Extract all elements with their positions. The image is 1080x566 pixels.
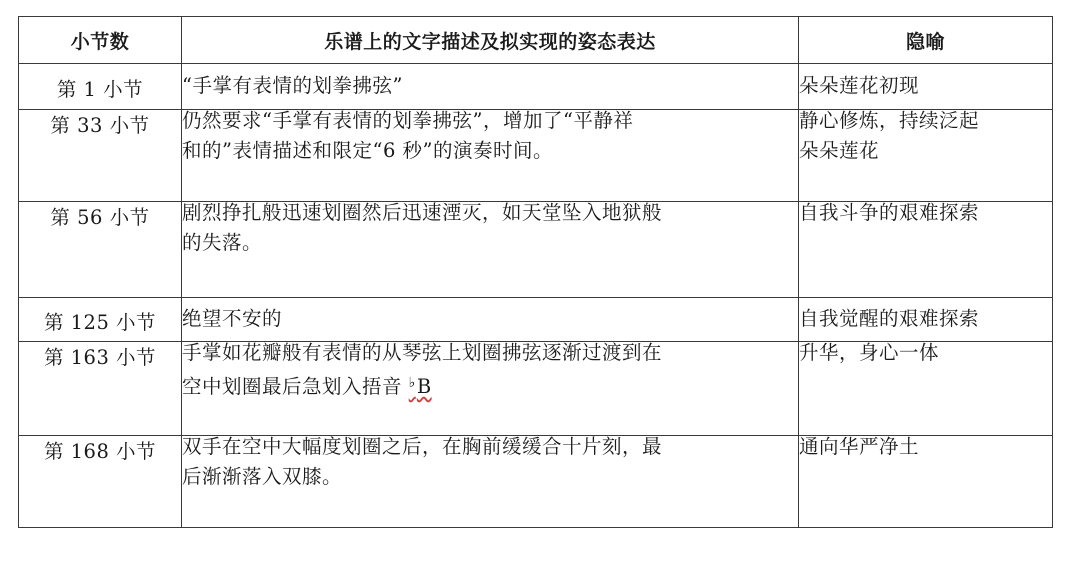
description-line: 后渐渐落入双膝。	[182, 465, 343, 488]
measure-cell: 第 168 小节	[19, 436, 182, 528]
header-description: 乐谱上的文字描述及拟实现的姿态表达	[182, 17, 799, 64]
metaphor-cell	[799, 110, 1053, 202]
header-metaphor: 隐喻	[799, 17, 1053, 64]
table-row	[19, 436, 1053, 528]
description-cell	[182, 436, 799, 528]
description-line: 的失落。	[182, 231, 263, 254]
measure-cell: 第 56 小节	[19, 202, 182, 298]
metaphor-line: 朵朵莲花初现	[799, 74, 920, 97]
metaphor-cell	[799, 342, 1053, 436]
metaphor-line: 静心修炼，持续泛起	[799, 109, 980, 132]
measure-cell: 第 163 小节	[19, 342, 182, 436]
description-line: “手掌有表情的划拳拂弦”	[182, 74, 403, 97]
description-line: 双手在空中大幅度划圈之后，在胸前缓缓合十片刻，最	[182, 435, 663, 458]
measure-cell: 第 33 小节	[19, 110, 182, 202]
description-line: 手掌如花瓣般有表情的从琴弦上划圈拂弦逐渐过渡到在	[182, 341, 663, 364]
metaphor-line: 自我觉醒的艰难探索	[799, 307, 980, 330]
description-line: 剧烈挣扎般迅速划圈然后迅速湮灭，如天堂坠入地狱般	[182, 201, 663, 224]
note-name	[409, 375, 432, 398]
description-text: 空中划圈最后急划入捂音	[182, 375, 409, 398]
metaphor-cell	[799, 202, 1053, 298]
metaphor-line: 升华，身心一体	[799, 341, 940, 364]
flat-sign: ♭	[408, 375, 416, 391]
measure-cell: 第 125 小节	[19, 298, 182, 342]
table-row	[19, 202, 1053, 298]
description-line: 仍然要求“手掌有表情的划拳拂弦”，增加了“平静祥	[182, 109, 634, 132]
metaphor-line: 通向华严净土	[799, 435, 920, 458]
description-line: 绝望不安的	[182, 307, 283, 330]
measure-gesture-table	[18, 16, 1053, 528]
description-cell	[182, 342, 799, 436]
metaphor-line: 自我斗争的艰难探索	[799, 201, 980, 224]
table-header-row	[19, 17, 1053, 64]
metaphor-line: 朵朵莲花	[799, 139, 880, 162]
note-letter: B	[416, 375, 432, 398]
table-row	[19, 110, 1053, 202]
description-cell	[182, 110, 799, 202]
metaphor-cell	[799, 436, 1053, 528]
measure-cell: 第 1 小节	[19, 64, 182, 110]
description-cell	[182, 202, 799, 298]
header-measure: 小节数	[19, 17, 182, 64]
description-line: 和的”表情描述和限定“6 秒”的演奏时间。	[182, 139, 554, 162]
table-row	[19, 342, 1053, 436]
